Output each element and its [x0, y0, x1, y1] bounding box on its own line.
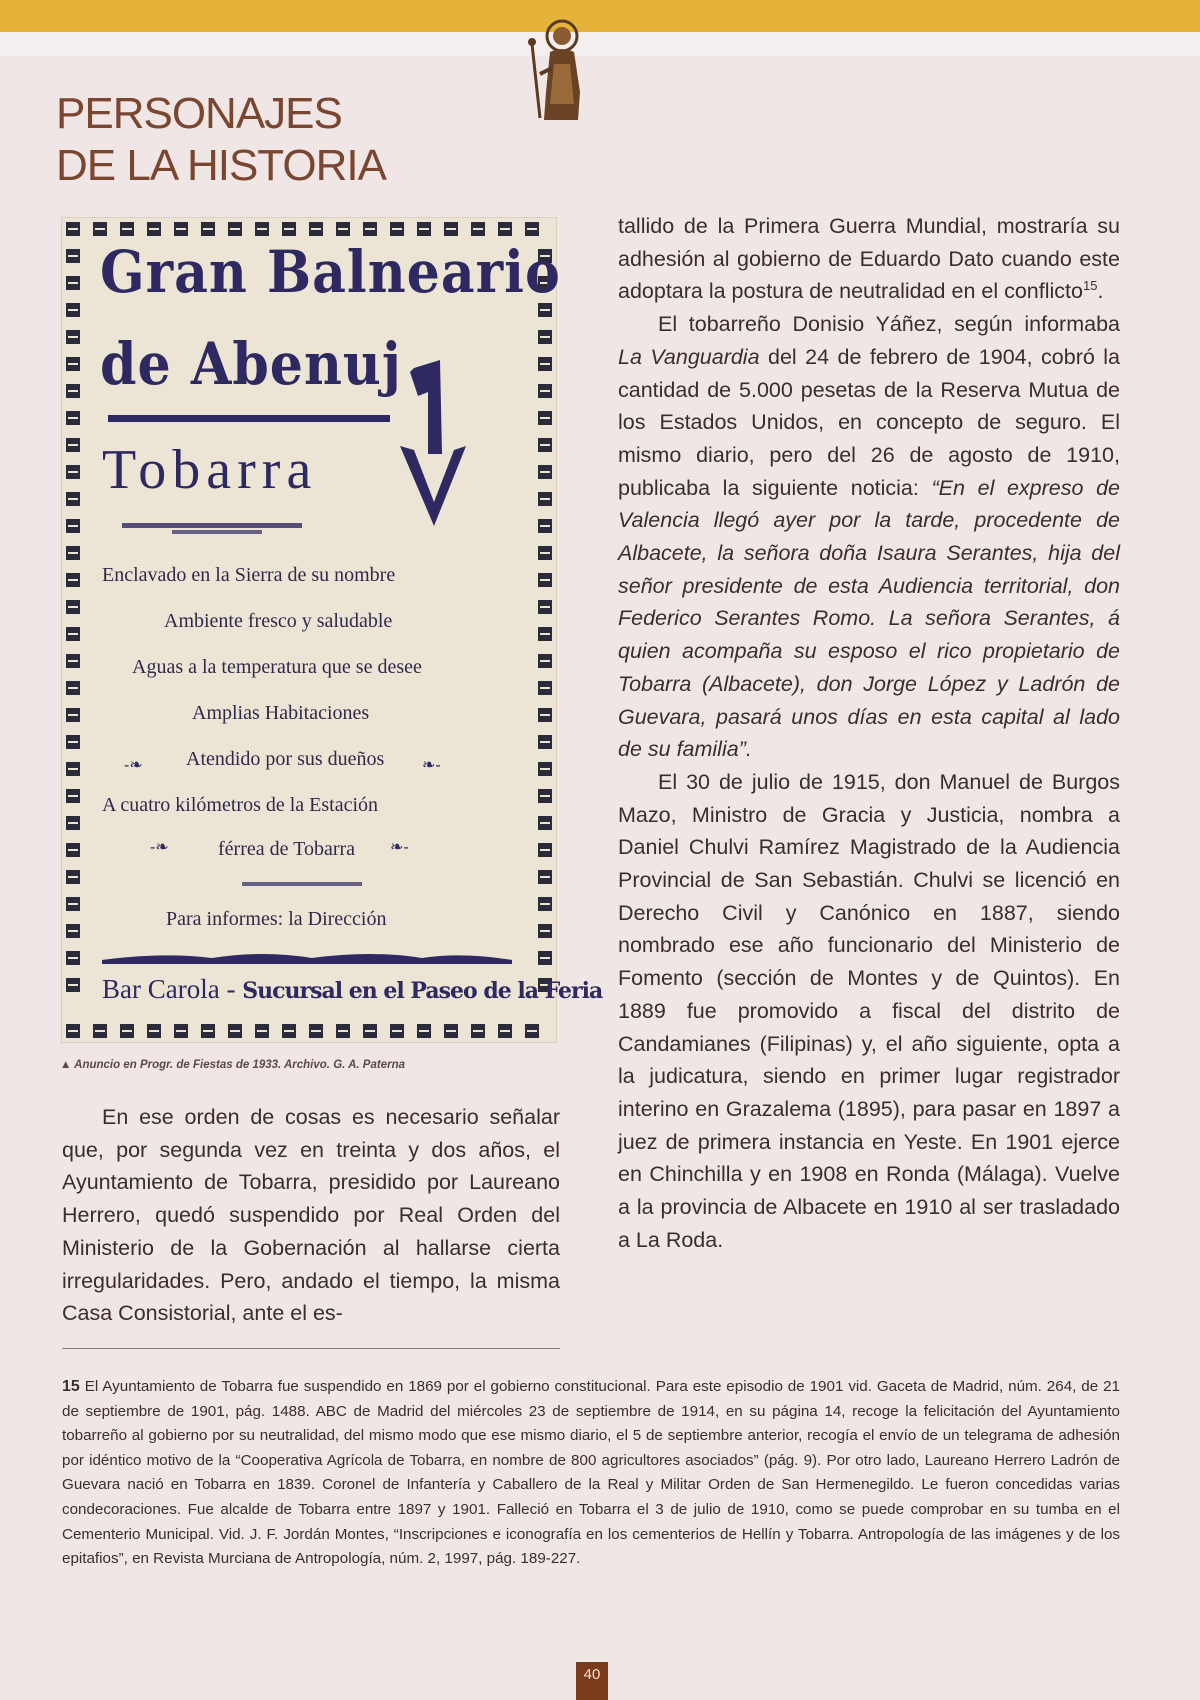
border-block-line: [473, 228, 483, 230]
border-block-line: [68, 552, 78, 554]
border-block-line: [500, 228, 510, 230]
border-block-line: [122, 228, 132, 230]
border-block-line: [257, 228, 267, 230]
border-block-line: [365, 228, 375, 230]
border-block-line: [540, 849, 550, 851]
border-block-line: [68, 498, 78, 500]
border-block-line: [446, 228, 456, 230]
ad-line-4: Amplias Habitaciones: [192, 702, 370, 724]
border-block-line: [68, 795, 78, 797]
right-column: [618, 210, 1120, 1257]
border-block-line: [68, 363, 78, 365]
section-title-line1: PERSONAJES: [56, 89, 342, 138]
footnote-text: El Ayuntamiento de Tobarra fue suspendido en 1869 por el gobierno constitucional. Para este episodio de 1901 vid. Gaceta de Madrid, núm. 264, de 21 de septiembre de 1901, pág. 1488. ABC de Madrid del miércoles 23 de septiembre de 1914, en su página 14, recoge la felicitación del Ayuntamiento tobarreño al gobierno por su neutralidad, del mismo modo que ese mismo diario, el 5 de septiembre anterior, recogía el envío de un telegrama de adhesión por idéntico motivo de la “Cooperativa Agrícola de Tobarra, en nombre de 800 agricultores asociados” (pág. 9). Por otro lado, Laureano Herrero Ladrón de Guevara nació en Tobarra en 1839. Coronel de Infantería y Caballero de la Real y Militar Orden de San Hermenegildo. Le fueron concedidas varias condecoraciones. Fue alcalde de Tobarra entre 1897 y 1901. Falleció en Tobarra el 3 de julio de 1910, como se puede comprobar en su tumba en el Cementerio Municipal. Vid. J. F. Jordán Montes, “Inscripciones e iconografía en los cementerios de Hellín y Tobarra. Antropología de las imágenes y de los epitafios”, en Revista Murciana de Antropología, núm. 2, 1997, pág. 189-227.: [62, 1378, 1120, 1568]
border-block-line: [419, 228, 429, 230]
border-block-line: [68, 849, 78, 851]
border-block-line: [68, 228, 78, 230]
top-accent-bar: [0, 0, 1200, 32]
border-block-line: [68, 1030, 78, 1032]
border-block-line: [540, 930, 550, 932]
border-block-line: [68, 687, 78, 689]
border-block-line: [540, 795, 550, 797]
border-block-line: [311, 1030, 321, 1032]
border-block-line: [68, 768, 78, 770]
saint-emblem-icon: [520, 14, 600, 126]
border-block-line: [540, 390, 550, 392]
footnote: [62, 1375, 1120, 1572]
border-block-line: [68, 525, 78, 527]
border-block-line: [68, 714, 78, 716]
ad-title-line1: Gran Balneario: [100, 238, 561, 306]
right-paragraph-3: El 30 de julio de 1915, don Manuel de Burgos Mazo, Ministro de Gracia y Justicia, nombra a Daniel Chulvi Ramírez Magistrado de la Audiencia Provincial de San Sebastián. Chulvi se licenció en Derecho Civil y Canónico en 1887, siendo nombrado ese año funcionario del Ministerio de Fomento (sección de Montes y de Quintos). En 1889 fue promovido a fiscal del distrito de Candamianes (Filipinas) y, el año siguiente, opta a la judicatura, siendo en primer lugar registrador interino en Grazalema (1895), para pasar en 1897 a juez de primera instancia en Yeste. En 1901 ejerce en Chinchilla y en 1908 en Ronda (Málaga). Vuelve a la provincia de Albacete en 1910 al ser trasladado a La Roda.: [618, 769, 1120, 1252]
border-block-line: [149, 1030, 159, 1032]
footnote-divider: [62, 1348, 560, 1349]
ad-line-2: Ambiente fresco y saludable: [164, 610, 393, 632]
border-block-line: [540, 309, 550, 311]
border-block-line: [257, 1030, 267, 1032]
border-block-line: [68, 390, 78, 392]
border-block-line: [392, 1030, 402, 1032]
ad-footer: [102, 974, 602, 1005]
border-block-line: [540, 579, 550, 581]
ad-line-8: Para informes: la Dirección: [166, 908, 387, 930]
arrow-head-icon: [400, 446, 466, 526]
border-block-line: [540, 768, 550, 770]
border-block-line: [68, 930, 78, 932]
section-title-line2: DE LA HISTORIA: [56, 141, 386, 190]
ad-town: Tobarra: [102, 439, 318, 501]
border-block-line: [540, 957, 550, 959]
border-block-line: [540, 444, 550, 446]
border-block-line: [68, 606, 78, 608]
border-block-line: [68, 984, 78, 986]
border-block-line: [540, 417, 550, 419]
border-block-line: [473, 1030, 483, 1032]
border-block-line: [540, 525, 550, 527]
svg-text:-❧: -❧: [124, 757, 143, 774]
arrow-icon: [410, 360, 442, 454]
figure-caption: ▲ Anuncio en Progr. de Fiestas de 1933. Archivo. G. A. Paterna: [60, 1059, 405, 1071]
footnote-number: 15: [62, 1378, 80, 1395]
news-quote: “En el expreso de Valencia llegó ayer por la tarde, procedente de Albacete, la señora doña Isaura Serantes, hija del señor presidente de esta Audiencia territorial, don Federico Serantes Romo. La señora Serantes, á quien acompaña su esposo el rico propietario de Tobarra (Albacete), don Jorge López y Ladrón de Guevara, pasará unos días en esta capital al lado de su familia”.: [618, 475, 1121, 762]
border-block-line: [68, 876, 78, 878]
rule-under-town: [122, 523, 302, 528]
border-block-line: [311, 228, 321, 230]
advertisement-image: [62, 218, 603, 1042]
border-block-line: [284, 228, 294, 230]
border-block-line: [540, 471, 550, 473]
border-block-line: [68, 633, 78, 635]
border-block-line: [68, 957, 78, 959]
border-block-line: [540, 876, 550, 878]
right-paragraph-2-mid: del 24 de febrero de 1904, cobró la cantidad de 5.000 pesetas de la Reserva Mutua de los Estados Unidos, en concepto de seguro. El mismo diario, pero del 26 de agosto de 1910, publicaba la siguiente noticia:: [618, 344, 1120, 500]
page-number: 40: [576, 1662, 608, 1700]
rule-under-title: [108, 415, 390, 422]
border-block-line: [540, 660, 550, 662]
border-block-line: [338, 1030, 348, 1032]
border-block-line: [68, 471, 78, 473]
border-block-line: [203, 228, 213, 230]
border-block-line: [540, 741, 550, 743]
border-block-line: [540, 363, 550, 365]
border-block-line: [68, 255, 78, 257]
border-block-line: [540, 687, 550, 689]
border-block-line: [527, 228, 537, 230]
border-block-line: [540, 606, 550, 608]
right-paragraph-2-start: El tobarreño Donisio Yáñez, según informaba: [658, 312, 1120, 337]
left-paragraph-1: En ese orden de cosas es necesario señalar que, por segunda vez en treinta y dos años, el Ayuntamiento de Tobarra, presidido por Laureano Herrero, quedó suspendido por Real Orden del Ministerio de la Gobernación al hallarse cierta irregularidades. Pero, andado el tiempo, la misma Casa Consistorial, ante el es-: [62, 1105, 560, 1326]
border-block-line: [540, 903, 550, 905]
ad-title-line2: de Abenuj: [100, 330, 402, 398]
border-block-line: [419, 1030, 429, 1032]
border-block-line: [95, 228, 105, 230]
border-block-line: [122, 1030, 132, 1032]
border-block-line: [365, 1030, 375, 1032]
border-block-line: [230, 1030, 240, 1032]
border-block-line: [446, 1030, 456, 1032]
newspaper-name: La Vanguardia: [618, 344, 760, 369]
svg-text:-❧: -❧: [150, 839, 169, 856]
border-block-line: [540, 822, 550, 824]
border-block-line: [68, 741, 78, 743]
border-block-line: [176, 1030, 186, 1032]
section-title: [56, 88, 386, 192]
border-block-line: [540, 633, 550, 635]
border-block-line: [392, 228, 402, 230]
border-block-line: [540, 714, 550, 716]
rule-middle: [242, 882, 362, 886]
ad-line-1: Enclavado en la Sierra de su nombre: [102, 564, 396, 586]
right-paragraph-1-end: .: [1097, 279, 1104, 304]
top-band: [0, 32, 1200, 56]
border-block-line: [68, 822, 78, 824]
border-block-line: [68, 660, 78, 662]
right-paragraph-2: [618, 308, 1120, 766]
right-paragraph-1-text: tallido de la Primera Guerra Mundial, mostraría su adhesión al gobierno de Eduardo Dato cuando este adoptara la postura de neutralidad en el conflicto: [618, 214, 1120, 304]
ad-footer-main: Bar Carola -: [102, 974, 243, 1004]
border-block-line: [527, 1030, 537, 1032]
border-block-line: [68, 336, 78, 338]
border-block-line: [68, 903, 78, 905]
ad-line-6: A cuatro kilómetros de la Estación: [102, 794, 379, 816]
border-block-line: [68, 579, 78, 581]
border-block-line: [68, 282, 78, 284]
border-block-line: [338, 228, 348, 230]
border-block-line: [68, 417, 78, 419]
border-block-line: [203, 1030, 213, 1032]
border-block-line: [68, 309, 78, 311]
border-block-line: [540, 336, 550, 338]
border-block-line: [149, 228, 159, 230]
svg-text:❧-: ❧-: [390, 839, 409, 856]
ad-line-5: Atendido por sus dueños: [186, 748, 385, 770]
border-block-line: [284, 1030, 294, 1032]
rule-before-footer: [102, 954, 512, 964]
border-block-line: [230, 228, 240, 230]
ad-line-7: férrea de Tobarra: [218, 838, 356, 860]
ad-line-3: Aguas a la temperatura que se desee: [132, 656, 422, 678]
border-block-line: [68, 444, 78, 446]
footnote-ref[interactable]: 15: [1082, 278, 1098, 294]
right-paragraph-1: [618, 210, 1120, 308]
border-block-line: [176, 228, 186, 230]
border-block-line: [540, 498, 550, 500]
left-column: [62, 1101, 560, 1330]
ad-footer-sub: Sucursal en el Paseo de la Feria: [242, 978, 603, 1004]
border-block-line: [500, 1030, 510, 1032]
border-block-line: [540, 552, 550, 554]
svg-text:❧-: ❧-: [422, 757, 441, 774]
border-block-line: [95, 1030, 105, 1032]
